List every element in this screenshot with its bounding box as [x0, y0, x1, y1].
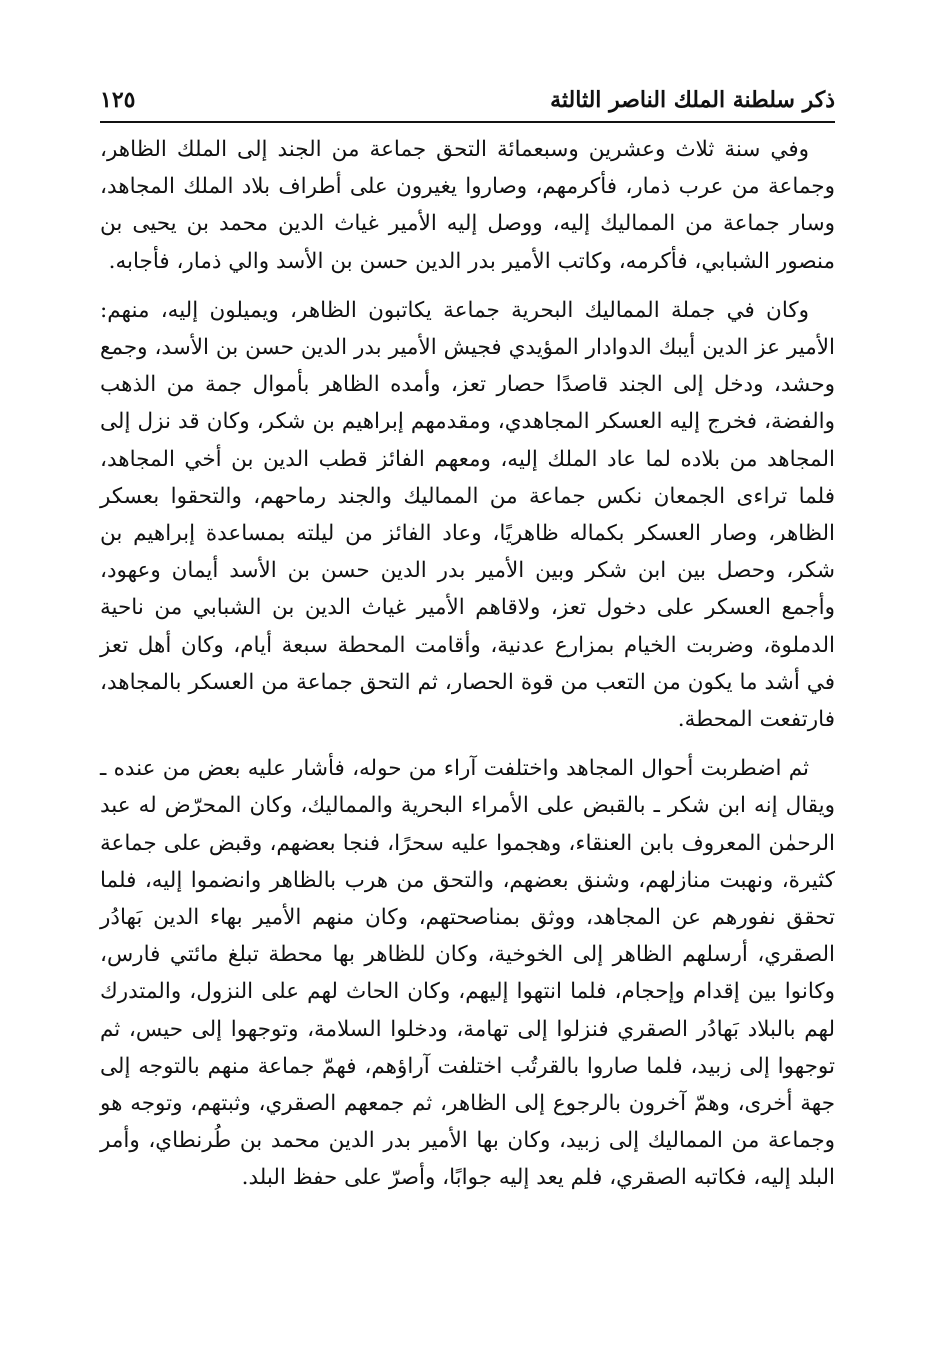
page-number: ١٢٥ [100, 87, 136, 113]
paragraph: وفي سنة ثلاث وعشرين وسبعمائة التحق جماعة من الجند إلى الملك الظاهر، وجماعة من عرب ذمار، فأكرمهم، وصاروا يغيرون على أطراف بلاد الملك المجاهد، وسار جماعة من المماليك إليه، ووصل إليه الأمير غياث الدين محمد بن يحيى بن منصور الشبابي، فأكرمه، وكاتب الأمير بدر الدين حسن بن الأسد والي ذمار، فأجابه. [100, 137, 835, 274]
page-header [100, 82, 835, 118]
body-text [100, 131, 835, 1197]
paragraph: ثم اضطربت أحوال المجاهد واختلفت آراء من حوله، فأشار عليه بعض من عنده ـ ويقال إنه ابن شكر ـ بالقبض على الأمراء البحرية والمماليك، وكان المحرّض له عبد الرحمٰن المعروف بابن العنقاء، وهجموا عليه سحرًا، فنجا بعضهم، وقبض على جماعة كثيرة، ونهبت منازلهم، وشنق بعضهم، والتحق من هرب بالظاهر وانضموا إليه، فلما تحقق نفورهم عن المجاهد، ووثق بمناصحتهم، وكان منهم الأمير بهاء الدين بَهادُر الصقري، أرسلهم الظاهر إلى الخوخية، وكان للظاهر بها محطة تبلغ مائتي فارس، وكانوا بين إقدام وإحجام، فلما انتهوا إليهم، وكان الحاث لهم على النزول، والمتدرك لهم بالبلاد بَهادُر الصقري فنزلوا إلى تهامة، ودخلوا السلامة، وتوجهوا إلى حيس، ثم توجهوا إلى زبيد، فلما صاروا بالقرتُب اختلفت آراؤهم، فهمّ جماعة منهم بالتوجه إلى جهة أخرى، وهمّ آخرون بالرجوع إلى الظاهر، ثم جمعهم الصقري، وثبتهم، وتوجه هو وجماعة من المماليك إلى زبيد، وكان بها الأمير بدر الدين محمد بن طُرنطاي، وأمر البلد إليه، فكاتبه الصقري، فلم يعد إليه جوابًا، وأصرّ على حفظ البلد. [100, 756, 835, 1191]
header-rule [100, 121, 835, 123]
paragraph: وكان في جملة المماليك البحرية جماعة يكاتبون الظاهر، ويميلون إليه، منهم: الأمير عز الدين أيبك الدوادار المؤيدي فجيش الأمير بدر الدين حسن بن الأسد، وجمع وحشد، ودخل إلى الجند قاصدًا حصار تعز، وأمده الظاهر بأموال جمة من الذهب والفضة، فخرج إليه العسكر المجاهدي، ومقدمهم إبراهيم بن شكر، وكان قد نزل إلى المجاهد من بلاده لما عاد الملك إليه، ومعهم الفائز قطب الدين بن أخي المجاهد، فلما تراءى الجمعان نكس جماعة من المماليك والجند رماحهم، والتحقوا بعسكر الظاهر، وصار العسكر بكماله ظاهريًا، وعاد الفائز من ليلته بمساعدة إبراهيم بن شكر، وحصل بين ابن شكر وبين الأمير بدر الدين حسن بن الأسد أيمان وعهود، وأجمع العسكر على دخول تعز، ولاقاهم الأمير غياث الدين بن الشبابي من ناحية الدملوة، وضربت الخيام بمزارع عدنية، وأقامت المحطة سبعة أيام، وكان أهل تعز في أشد ما يكون من التعب من قوة الحصار، ثم التحق جماعة من العسكر بالمجاهد، فارتفعت المحطة. [100, 297, 835, 733]
running-title: ذكر سلطنة الملك الناصر الثالثة [550, 87, 835, 113]
